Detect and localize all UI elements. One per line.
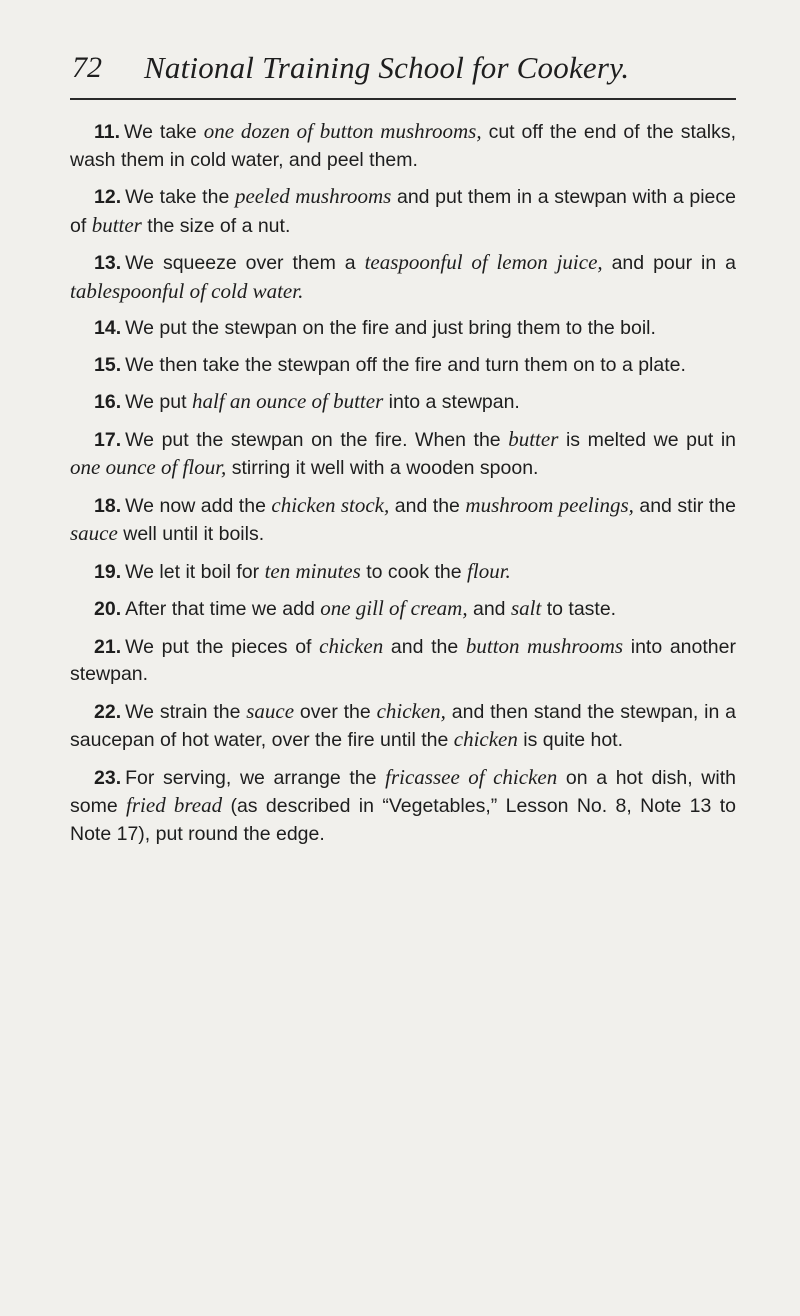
step-text: over the — [294, 700, 377, 723]
step-text: We put the stewpan on the fire and just bring them to the boil. — [125, 317, 656, 339]
step-number: 16. — [94, 391, 122, 413]
step-text: and then stand the stewpan, in a saucepan of hot water, over the fire until the — [70, 700, 736, 751]
step-text: and pour in a — [602, 252, 737, 274]
step-number: 13. — [94, 252, 122, 274]
page-number: 72 — [72, 51, 102, 84]
step-emphasis: salt — [510, 596, 542, 620]
recipe-step — [70, 426, 736, 483]
step-number: 18. — [94, 494, 122, 517]
recipe-step — [70, 388, 736, 417]
step-text: well until it boils. — [117, 523, 265, 545]
step-text: stirring it well with a wooden spoon. — [226, 457, 539, 479]
step-text: to taste. — [541, 598, 617, 620]
recipe-step — [70, 352, 736, 380]
step-emphasis: ten minutes — [264, 558, 361, 583]
step-number: 23. — [94, 766, 122, 789]
step-text: We take the — [125, 186, 235, 208]
step-text: After that time we add — [125, 598, 321, 620]
step-text: on a hot dish, with some — [70, 766, 736, 817]
step-number: 21. — [94, 635, 122, 658]
recipe-step — [70, 558, 736, 587]
step-text: We put the stewpan on the fire. When the — [125, 428, 509, 451]
step-text: is melted we put in — [558, 428, 736, 451]
step-emphasis: half an ounce of butter — [191, 389, 384, 413]
recipe-step — [70, 492, 736, 549]
step-emphasis: chicken stock, — [271, 492, 390, 517]
step-emphasis: flour. — [467, 558, 511, 583]
step-number: 20. — [94, 598, 122, 620]
step-emphasis: peeled mushrooms — [234, 184, 392, 208]
step-text: We then take the stewpan off the fire and turn them on to a plate. — [125, 353, 686, 376]
step-text: and stir the — [633, 494, 736, 517]
step-text: and — [467, 598, 511, 620]
recipe-steps — [70, 118, 736, 857]
step-text: We put the pieces of — [125, 635, 320, 658]
step-emphasis: chicken — [453, 727, 518, 751]
step-text: We strain the — [125, 700, 247, 723]
step-number: 19. — [94, 560, 122, 583]
step-number: 22. — [94, 700, 122, 723]
step-emphasis: one dozen of button mushrooms, — [203, 119, 482, 143]
step-emphasis: button mushrooms — [465, 633, 624, 658]
running-title: National Training School for Cookery. — [144, 50, 630, 85]
step-emphasis: one ounce of flour, — [70, 455, 227, 479]
step-number: 14. — [94, 317, 122, 339]
step-text: and put them in a stewpan with a piece of — [70, 186, 736, 237]
recipe-step — [70, 183, 736, 240]
step-emphasis: sauce — [246, 698, 295, 723]
step-text: and the — [383, 635, 466, 658]
recipe-step — [70, 118, 736, 174]
step-emphasis: chicken — [319, 633, 384, 658]
step-number: 11. — [94, 121, 121, 143]
step-emphasis: mushroom peelings, — [465, 492, 634, 517]
step-emphasis: one gill of cream, — [320, 596, 468, 620]
step-emphasis: fricassee of chicken — [385, 764, 558, 789]
recipe-step — [70, 595, 736, 624]
step-text: We squeeze over them a — [125, 252, 365, 274]
step-number: 17. — [94, 428, 122, 451]
recipe-step — [70, 764, 736, 849]
page-header — [72, 42, 740, 98]
step-text: We now add the — [125, 494, 272, 517]
recipe-step — [70, 633, 736, 689]
step-text: into another stewpan. — [70, 635, 736, 685]
step-text: For serving, we arrange the — [125, 766, 386, 789]
step-number: 12. — [94, 186, 122, 208]
step-text: cut off the end of the stalks, wash them in cold water, and peel them. — [70, 121, 736, 171]
step-text: to cook the — [360, 560, 468, 583]
recipe-step — [70, 249, 736, 306]
step-text: into a stewpan. — [383, 391, 520, 413]
step-emphasis: butter — [508, 426, 559, 451]
step-text: the size of a nut. — [141, 214, 291, 237]
step-emphasis: sauce — [70, 521, 118, 545]
step-text: We take — [124, 121, 204, 143]
step-emphasis: butter — [91, 212, 142, 237]
step-text: and the — [389, 494, 466, 517]
recipe-step — [70, 315, 736, 343]
step-text: (as described in “Vegetables,” Lesson No. 8, Note 13 to Note 17), put round the edge. — [70, 795, 736, 845]
recipe-step — [70, 698, 736, 755]
step-emphasis: teaspoonful of lemon juice, — [364, 250, 603, 274]
step-text: is quite hot. — [517, 729, 624, 751]
step-number: 15. — [94, 353, 122, 376]
step-emphasis: fried bread — [126, 793, 223, 817]
step-text: We put — [125, 391, 192, 413]
step-emphasis: chicken, — [376, 698, 446, 723]
step-text: We let it boil for — [125, 560, 265, 583]
header-rule — [70, 98, 736, 100]
step-emphasis: tablespoonful of cold water. — [70, 278, 304, 303]
